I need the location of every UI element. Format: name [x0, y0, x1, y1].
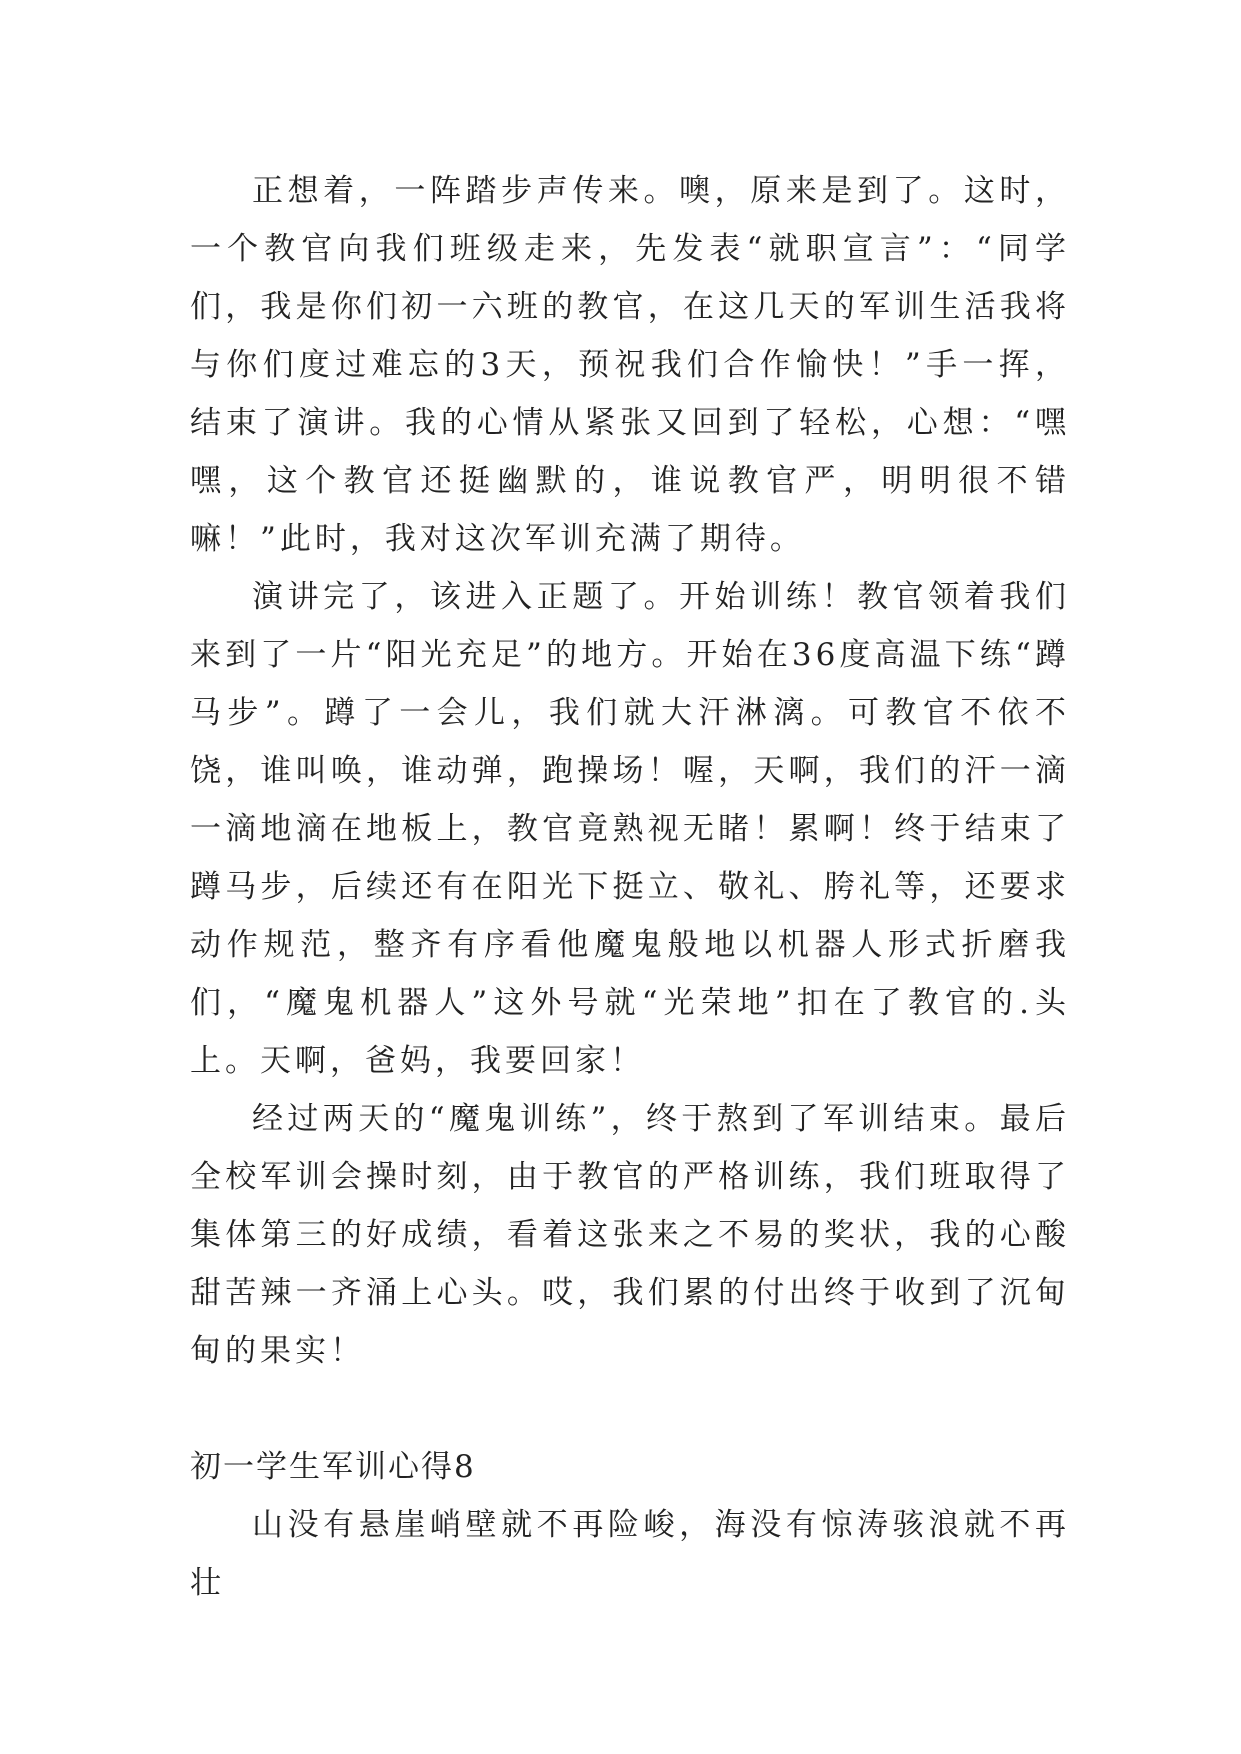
paragraph-1: 正想着，一阵踏步声传来。噢，原来是到了。这时，一个教官向我们班级走来，先发表“就职宣言”：“同学们，我是你们初一六班的教官，在这几天的军训生活我将与你们度过难忘的3天，预祝我们合作愉快！”手一挥，结束了演讲。我的心情从紧张又回到了轻松，心想：“嘿嘿，这个教官还挺幽默的，谁说教官严，明明很不错嘛！”此时，我对这次军训充满了期待。	[190, 173, 1070, 557]
section-heading: 初一学生军训心得8	[190, 1449, 476, 1485]
paragraph-2: 演讲完了，该进入正题了。开始训练！教官领着我们来到了一片“阳光充足”的地方。开始在36度高温下练“蹲马步”。蹲了一会儿，我们就大汗淋漓。可教官不依不饶，谁叫唤，谁动弹，跑操场！喔，天啊，我们的汗一滴一滴地滴在地板上，教官竟熟视无睹！累啊！终于结束了蹲马步，后续还有在阳光下挺立、敬礼、胯礼等，还要求动作规范，整齐有序看他魔鬼般地以机器人形式折磨我们，“魔鬼机器人”这外号就“光荣地”扣在了教官的.头上。天啊，爸妈，我要回家！	[190, 579, 1070, 1079]
document-body	[190, 162, 1070, 1612]
paragraph-3: 经过两天的“魔鬼训练”，终于熬到了军训结束。最后全校军训会操时刻，由于教官的严格训练，我们班取得了集体第三的好成绩，看着这张来之不易的奖状，我的心酸甜苦辣一齐涌上心头。哎，我们累的付出终于收到了沉甸甸的果实！	[190, 1101, 1070, 1369]
paragraph-4: 山没有悬崖峭壁就不再险峻，海没有惊涛骇浪就不再壮	[190, 1507, 1070, 1601]
